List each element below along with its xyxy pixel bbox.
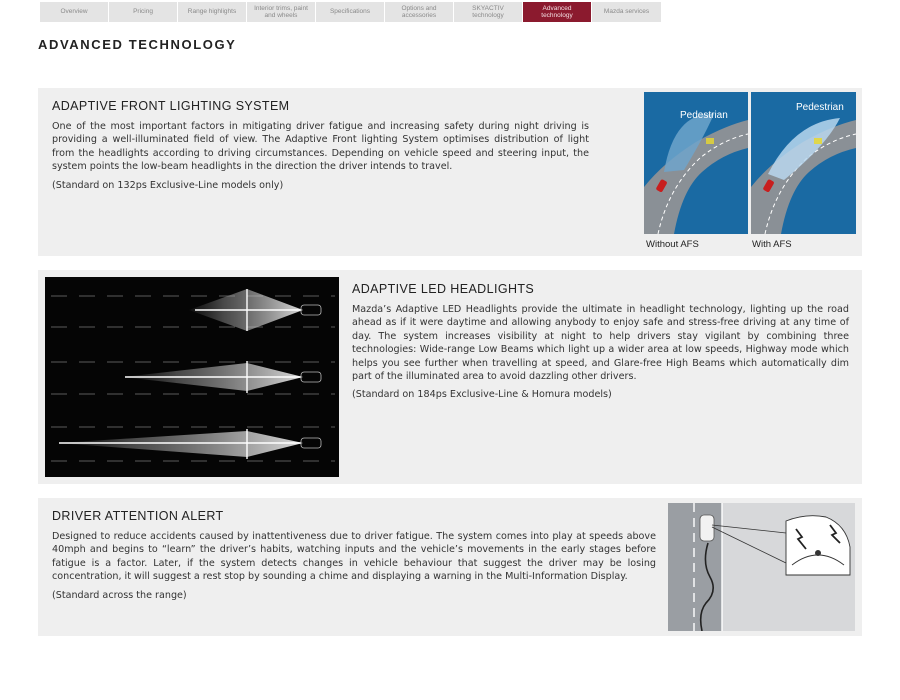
afs-note: (Standard on 132ps Exclusive-Line models only) [52,179,284,191]
daa-panel [38,498,862,636]
led-text [352,282,849,401]
afs-caption-without: Without AFS [646,239,699,250]
tab-overview[interactable]: Overview [40,2,108,22]
led-note: (Standard on 184ps Exclusive-Line & Homura models) [352,389,612,401]
daa-note: (Standard across the range) [52,589,187,601]
tab-advanced-technology[interactable]: Advanced technology [523,2,591,22]
daa-body: Designed to reduce accidents caused by inattentiveness due to driver fatigue. The system comes into play at speeds above 40mph and begins to “learn” the driver’s habits, watching inputs and the vehicle’s movements in the early stages before fatigue is a factor. Later, if the system detects changes in vehicle behaviour that suggest the driver may be losing concentration, it will suggest a rest stop by sounding a chime and displaying a warning in the Multi-Information Display. [52,531,656,583]
tab-specifications[interactable]: Specifications [316,2,384,22]
daa-heading: DRIVER ATTENTION ALERT [52,509,224,523]
afs-with-pane [751,92,856,234]
led-headlight-diagram [45,277,339,477]
led-body: Mazda’s Adaptive LED Headlights provide the ultimate in headlight technology, lighting up the road ahead as if it were daytime and allowing anybody to enjoy safe and stress-free driving at any time of day. The system increases visibility at night to help drivers stay vigilant by combining three technologies: Wide-range Low Beams which light up a wider area at low speeds, Highway mode which helps you see further when travelling at speed, and Glare-free High Beams which automatically dim part of the illuminated area to avoid dazzling other drivers. [352,304,849,383]
tab-pricing[interactable]: Pricing [109,2,177,22]
afs-body: One of the most important factors in mitigating driver fatigue and increasing safety during night driving is providing a well-illuminated field of view. The Adaptive Front lighting System optimises distribution of light from the headlights according to driving circumstances. Depending on vehicle speed and steering input, the system points the low-beam headlights in the direction the driver intends to travel. [52,121,589,173]
afs-diagram [644,92,856,254]
car-icon [700,515,714,541]
afs-caption-with: With AFS [752,239,792,250]
afs-panel [38,88,862,256]
page-title: ADVANCED TECHNOLOGY [38,37,237,52]
daa-text [52,509,656,602]
driver-attention-diagram [668,503,855,631]
tab-range-highlights[interactable]: Range highlights [178,2,246,22]
led-heading: ADAPTIVE LED HEADLIGHTS [352,282,535,296]
tab-interior-trims[interactable]: Interior trims, paint and wheels [247,2,315,22]
afs-text [52,99,589,192]
led-panel [38,270,862,484]
tab-options-accessories[interactable]: Options and accessories [385,2,453,22]
afs-heading: ADAPTIVE FRONT LIGHTING SYSTEM [52,99,290,113]
tab-skyactiv-technology[interactable]: SKYACTIV technology [454,2,522,22]
afs-without-pane [644,92,748,234]
afs-right-pedestrian-label: Pedestrian [796,102,844,113]
afs-left-pedestrian-label: Pedestrian [680,110,728,121]
section-tabs [40,2,662,22]
tab-mazda-services[interactable]: Mazda services [592,2,661,22]
